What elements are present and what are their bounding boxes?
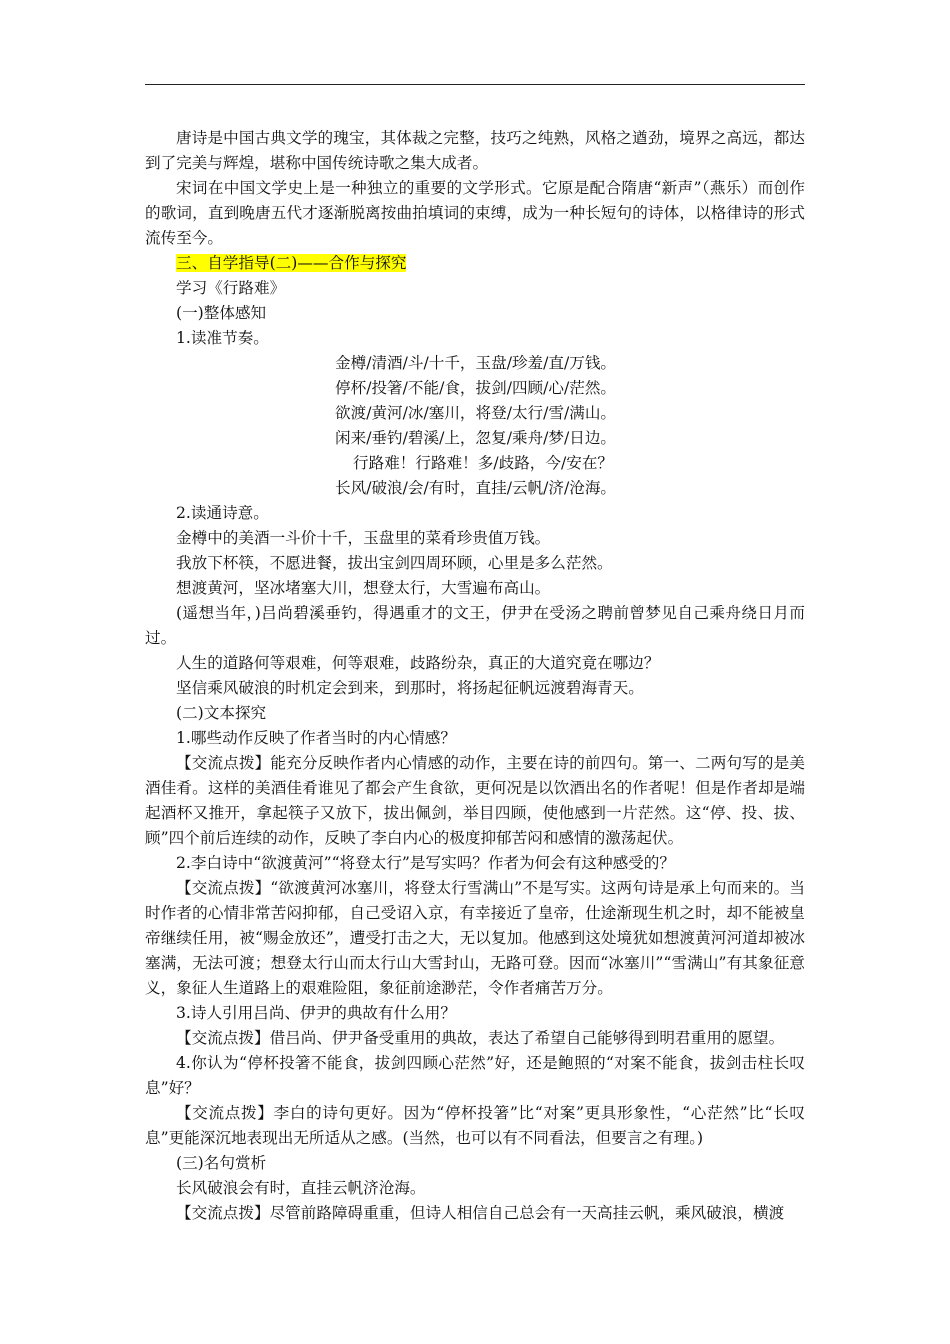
poem-line: 停杯/投箸/不能/食，拔剑/四顾/心/茫然。 (335, 379, 617, 397)
question: 1.哪些动作反映了作者当时的内心情感？ (176, 729, 456, 747)
question-rhythm: 1.读准节奏。 (176, 329, 269, 347)
question: 2.李白诗中“欲渡黄河”“将登太行”是写实吗？作者为何会有这种感受的？ (176, 854, 675, 872)
question: 3.诗人引用吕尚、伊尹的典故有什么用？ (176, 1004, 456, 1022)
answer: 【交流点拨】“欲渡黄河冰塞川，将登太行雪满山”不是写实。这两句诗是承上句而来的。当时作者的心情非常苦闷抑郁，自己受诏入京，有幸接近了皇帝，仕途渐现生机之时，却不能被皇帝继续任用，被“赐金放还”，遭受打击之大，无以复加。他感到这处境犹如想渡黄河河道却被冰塞满，无法可渡；想登太行山而太行山大雪封山，无路可登。因而“冰塞川”“雪满山”有其象征意义，象征人生道路上的艰难险阻，象征前途渺茫，令作者痛苦万分。 (145, 879, 805, 997)
poem-line: 长风/破浪/会/有时，直挂/云帆/济/沧海。 (335, 479, 617, 497)
question-meaning: 2.读通诗意。 (176, 504, 269, 522)
answer: 【交流点拨】尽管前路障碍重重，但诗人相信自己总会有一天高挂云帆，乘风破浪，横渡 (176, 1204, 785, 1222)
answer: 【交流点拨】李白的诗句更好。因为“停杯投箸”比“对案”更具形象性，“心茫然”比“长叹息”更能深沉地表现出无所适从之感。(当然，也可以有不同看法，但要言之有理。) (145, 1104, 805, 1147)
poem-line: 闲来/垂钓/碧溪/上，忽复/乘舟/梦/日边。 (335, 429, 617, 447)
translation-line: (遥想当年，)吕尚碧溪垂钓，得遇重才的文王，伊尹在受汤之聘前曾梦见自己乘舟绕日月而过。 (145, 604, 805, 647)
section-heading (145, 251, 805, 276)
translation-line: 坚信乘风破浪的时机定会到来，到那时，将扬起征帆远渡碧海青天。 (176, 679, 644, 697)
part2-heading: (二)文本探究 (176, 704, 267, 722)
question: 4.你认为“停杯投箸不能食，拔剑四顾心茫然”好，还是鲍照的“对案不能食，拔剑击柱长叹息”好？ (145, 1054, 805, 1097)
part1-heading: (一)整体感知 (176, 304, 267, 322)
intro-paragraph-tang: 唐诗是中国古典文学的瑰宝，其体裁之完整，技巧之纯熟，风格之遒劲，境界之高远，都达到了完美与辉煌，堪称中国传统诗歌之集大成者。 (145, 129, 805, 172)
translation-line: 想渡黄河，坚冰堵塞大川，想登太行，大雪遍布高山。 (176, 579, 551, 597)
poem-line: 金樽/清酒/斗/十千，玉盘/珍羞/直/万钱。 (335, 354, 617, 372)
part3-heading: (三)名句赏析 (176, 1154, 267, 1172)
section-heading-highlight: 三、自学指导(二)——合作与探究 (176, 254, 407, 272)
famous-quote: 长风破浪会有时，直挂云帆济沧海。 (176, 1179, 426, 1197)
intro-paragraph-song: 宋词在中国文学史上是一种独立的重要的文学形式。它原是配合隋唐“新声”（燕乐）而创作的歌词，直到晚唐五代才逐渐脱离按曲拍填词的束缚，成为一种长短句的诗体，以格律诗的形式流传至今。 (145, 179, 805, 247)
translation-line: 金樽中的美酒一斗价十千，玉盘里的菜肴珍贵值万钱。 (176, 529, 551, 547)
poem-line: 行路难！行路难！多/歧路，今/安在？ (353, 454, 614, 472)
header-rule (145, 84, 805, 85)
poem-line: 欲渡/黄河/冰/塞川，将登/太行/雪/满山。 (335, 404, 617, 422)
answer: 【交流点拨】借吕尚、伊尹备受重用的典故，表达了希望自己能够得到明君重用的愿望。 (176, 1029, 785, 1047)
translation-line: 我放下杯筷，不愿进餐，拔出宝剑四周环顾，心里是多么茫然。 (176, 554, 613, 572)
answer: 【交流点拨】能充分反映作者内心情感的动作，主要在诗的前四句。第一、二两句写的是美酒佳肴。这样的美酒佳肴谁见了都会产生食欲，更何况是以饮酒出名的作者呢！但是作者却是端起酒杯又推开，拿起筷子又放下，拔出佩剑，举目四顾，使他感到一片茫然。这“停、投、拔、顾”四个前后连续的动作，反映了李白内心的极度抑郁苦闷和感情的激荡起伏。 (145, 754, 805, 847)
translation-line: 人生的道路何等艰难，何等艰难，歧路纷杂，真正的大道究竟在哪边？ (176, 654, 660, 672)
study-title: 学习《行路难》 (176, 279, 286, 297)
document-body (145, 126, 805, 1226)
